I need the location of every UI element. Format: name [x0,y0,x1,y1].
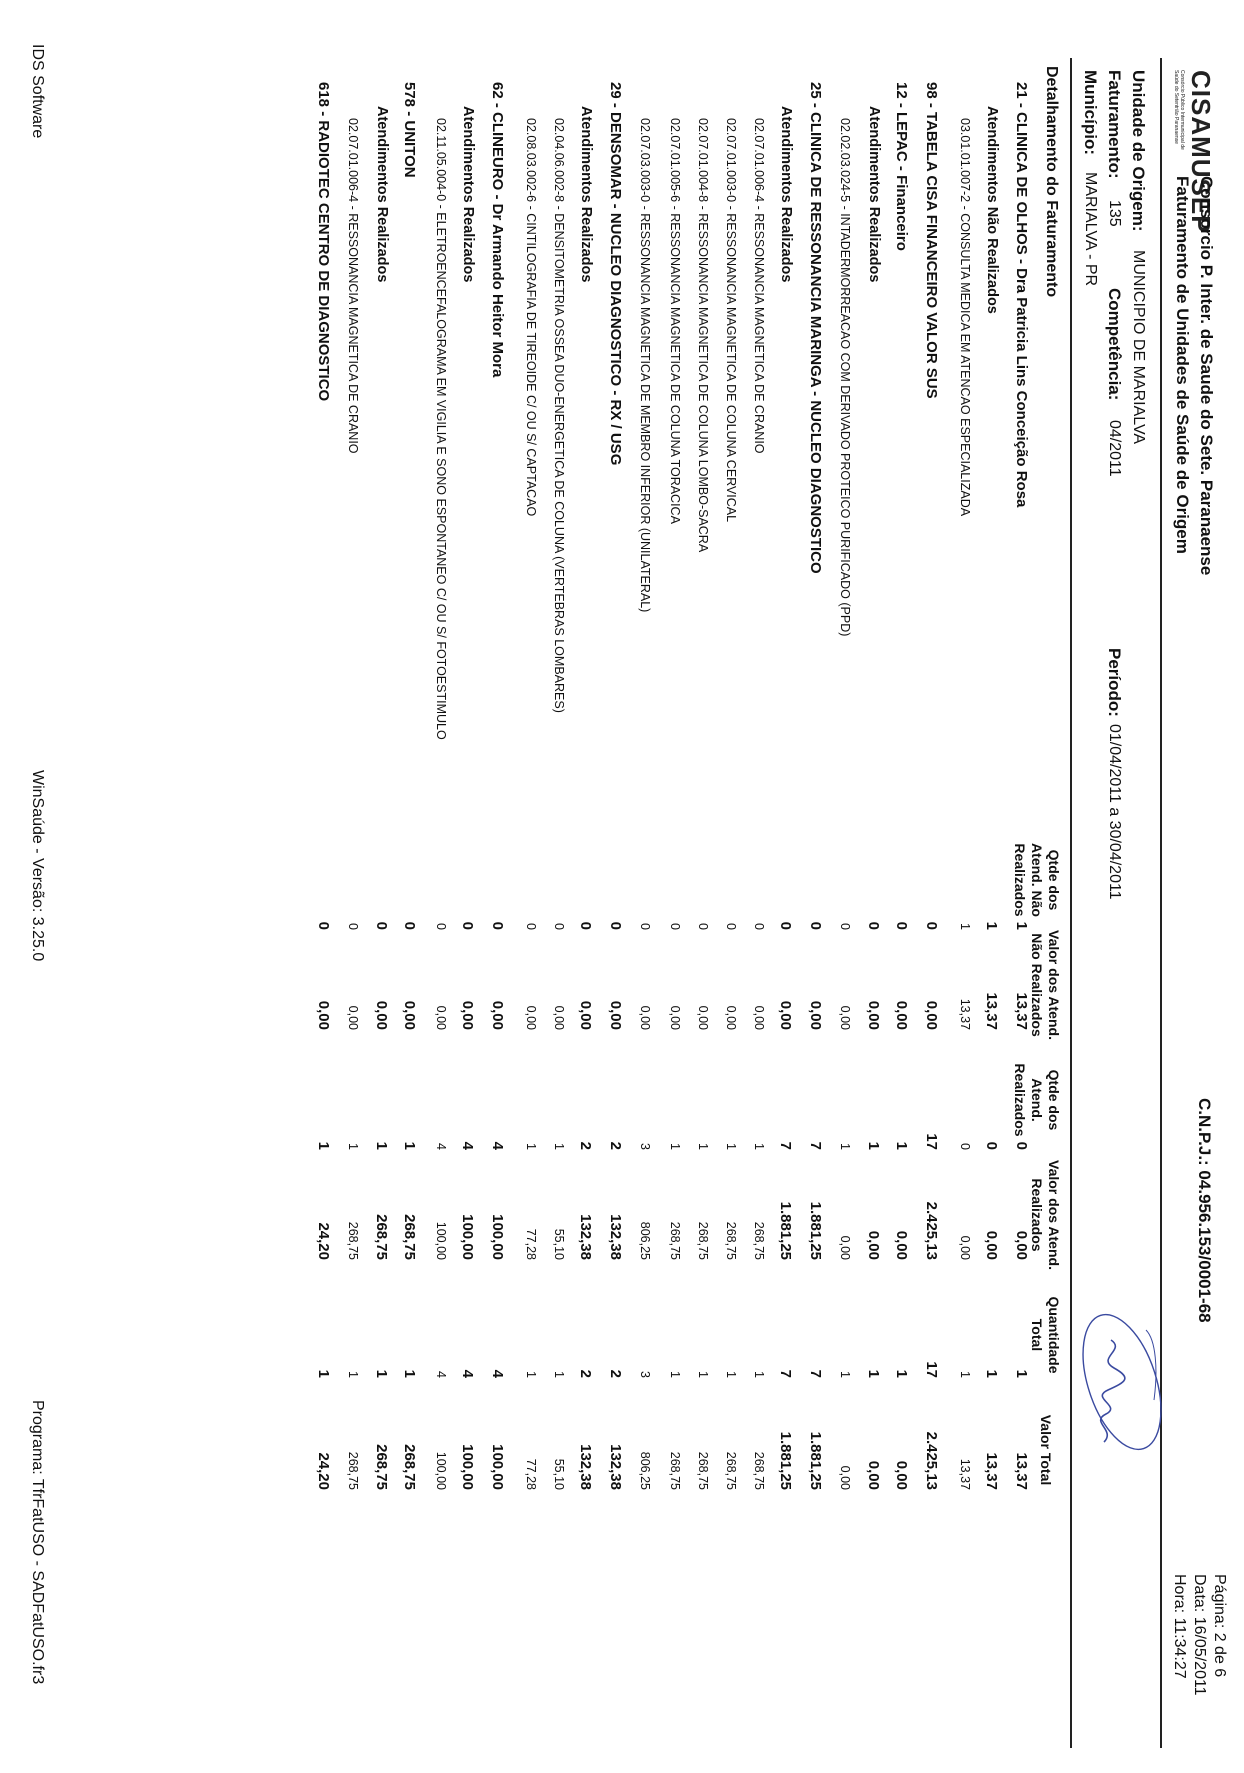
cell-valor-total: 132,38 [607,1444,624,1490]
cell-valor-realizados: 0,00 [1013,1230,1030,1260]
col-valor-realizados: Valor dos Atend. Realizados [1029,1160,1062,1270]
procedure-row [426,0,448,1773]
cnpj: C.N.P.J.: 04.956.153/0001-68 [1195,1098,1214,1323]
cell-valor-total: 1.881,25 [777,1431,794,1490]
cell-valor-total: 0,00 [893,1460,910,1490]
cell-quantidade-total: 1 [983,1369,1000,1378]
cell-quantidade-total: 1 [401,1369,418,1378]
cell-valor-nao-realizados: 0,00 [373,1000,390,1030]
logo-text: CISAMUSEP [1186,70,1216,234]
cell-qtde-nao-realizados: 0 [346,923,360,930]
cell-valor-total: 268,75 [346,1451,360,1490]
cell-quantidade-total: 4 [459,1369,476,1378]
cell-valor-realizados: 100,00 [434,1221,448,1260]
group-row [454,0,476,1773]
clinic-row [918,0,940,1773]
group-row [572,0,594,1773]
procedure-row [830,0,852,1773]
cell-qtde-nao-realizados: 0 [638,923,652,930]
cell-valor-total: 268,75 [752,1451,766,1490]
cell-qtde-realizados: 1 [724,1143,738,1150]
cell-qtde-realizados: 1 [838,1143,852,1150]
clinic-row [484,0,506,1773]
row-label: 25 - CLINICA DE RESSONANCIA MARINGA - NUCLEO DIAGNOSTICO [807,82,824,574]
cell-qtde-realizados: 7 [777,1141,794,1150]
cell-valor-total: 268,75 [696,1451,710,1490]
row-label: Atendimentos Realizados [460,106,476,283]
cell-valor-nao-realizados: 0,00 [668,1005,682,1030]
report-time: Hora: 11:34:27 [1171,1574,1188,1679]
cell-valor-total: 268,75 [401,1444,418,1490]
cell-qtde-nao-realizados: 0 [577,921,594,930]
group-row [368,0,390,1773]
cell-qtde-realizados: 4 [459,1141,476,1150]
cell-valor-nao-realizados: 0,00 [696,1005,710,1030]
competencia-value: 04/2011 [1106,420,1123,477]
footer-software: IDS Software [29,44,46,139]
cell-valor-total: 13,37 [958,1458,972,1490]
info-rule [1070,58,1072,1748]
cell-qtde-nao-realizados: 0 [752,923,766,930]
cell-valor-realizados: 268,75 [401,1214,418,1260]
cell-qtde-realizados: 1 [401,1141,418,1150]
group-row [772,0,794,1773]
cell-valor-nao-realizados: 0,00 [459,1000,476,1030]
row-label: 02.07.01.005-6 - RESSONANCIA MAGNETICA DE COLUNA TORACICA [668,118,682,524]
report-date: Data: 16/05/2011 [1191,1574,1208,1696]
cell-qtde-realizados: 3 [638,1143,652,1150]
cell-quantidade-total: 1 [893,1369,910,1378]
row-label: 02.08.03.002-6 - CINTILOGRAFIA DE TIREOIDE C/ OU S/ CAPTACAO [524,118,538,517]
cell-qtde-nao-realizados: 0 [807,921,824,930]
cell-valor-nao-realizados: 0,00 [923,1000,940,1030]
cell-quantidade-total: 1 [373,1369,390,1378]
cell-valor-realizados: 77,28 [524,1228,538,1260]
cell-valor-total: 268,75 [668,1451,682,1490]
row-label: 618 - RADIOTEC CENTRO DE DIAGNOSTICO [315,82,332,402]
cell-qtde-realizados: 0 [958,1143,972,1150]
cell-valor-realizados: 268,75 [752,1221,766,1260]
cell-quantidade-total: 2 [577,1369,594,1378]
cell-valor-realizados: 268,75 [668,1221,682,1260]
header-rule [1160,58,1162,1748]
footer-version: WinSaúde - Versão: 3.25.0 [29,770,46,962]
cell-qtde-realizados: 1 [373,1141,390,1150]
cell-valor-nao-realizados: 0,00 [524,1005,538,1030]
cell-quantidade-total: 1 [696,1371,710,1378]
row-label: Atendimentos Realizados [778,106,794,283]
cell-valor-nao-realizados: 0,00 [315,1000,332,1030]
cell-qtde-nao-realizados: 0 [459,921,476,930]
clinic-row [396,0,418,1773]
clinic-row [802,0,824,1773]
cell-quantidade-total: 1 [865,1369,882,1378]
row-label: 02.07.01.004-8 - RESSONANCIA MAGNETICA DE COLUNA LOMBO-SACRA [696,118,710,553]
cell-qtde-realizados: 1 [696,1143,710,1150]
procedure-row [950,0,972,1773]
footer-program: Programa: TfrFatUSO - SADFatUSO.fr3 [29,1400,46,1685]
clinic-row [310,0,332,1773]
row-label: 12 - LEPAC - Financeiro [893,82,910,251]
cell-valor-total: 132,38 [577,1444,594,1490]
cell-qtde-nao-realizados: 1 [958,923,972,930]
row-label: Atendimentos Não Realizados [984,106,1000,314]
cell-valor-nao-realizados: 13,37 [958,998,972,1030]
row-label: 02.07.01.006-4 - RESSONANCIA MAGNETICA DE CRANIO [346,118,360,454]
cell-quantidade-total: 4 [434,1371,448,1378]
cell-valor-realizados: 1.881,25 [807,1201,824,1260]
cell-quantidade-total: 17 [923,1361,940,1378]
cell-valor-nao-realizados: 0,00 [724,1005,738,1030]
page-number: Página: 2 de 6 [1211,1574,1228,1678]
cell-valor-total: 268,75 [373,1444,390,1490]
faturamento-value: 135 [1106,200,1123,227]
cell-valor-total: 806,25 [638,1451,652,1490]
cell-quantidade-total: 1 [724,1371,738,1378]
cell-valor-total: 100,00 [459,1444,476,1490]
cell-qtde-realizados: 0 [1013,1141,1030,1150]
col-qtde-realizados: Qtde dos Atend. Realizados [1012,1063,1062,1137]
cell-qtde-nao-realizados: 0 [838,923,852,930]
cell-quantidade-total: 1 [1013,1369,1030,1378]
cell-valor-nao-realizados: 0,00 [777,1000,794,1030]
cell-valor-nao-realizados: 0,00 [434,1005,448,1030]
cell-valor-total: 100,00 [434,1451,448,1490]
cell-valor-total: 100,00 [489,1444,506,1490]
cell-quantidade-total: 7 [807,1369,824,1378]
cell-qtde-realizados: 1 [752,1143,766,1150]
cell-qtde-nao-realizados: 0 [315,921,332,930]
cell-valor-total: 0,00 [838,1465,852,1490]
cell-valor-realizados: 268,75 [346,1221,360,1260]
cell-valor-realizados: 24,20 [315,1222,332,1260]
cell-valor-realizados: 100,00 [459,1214,476,1260]
cell-valor-total: 1.881,25 [807,1431,824,1490]
cell-qtde-realizados: 1 [524,1143,538,1150]
row-label: 02.02.03.024-5 - INTADERMORREACAO COM DERIVADO PROTEICO PURIFICADO (PPD) [838,118,852,637]
cell-quantidade-total: 1 [315,1369,332,1378]
cell-valor-total: 77,28 [524,1458,538,1490]
cell-qtde-realizados: 1 [552,1143,566,1150]
cell-valor-nao-realizados: 0,00 [865,1000,882,1030]
cell-qtde-nao-realizados: 0 [865,921,882,930]
cell-valor-nao-realizados: 0,00 [552,1005,566,1030]
row-label: 578 - UNITON [401,82,418,178]
row-label: 03.01.01.007-2 - CONSULTA MEDICA EM ATENCAO ESPECIALIZADA [958,118,972,517]
cell-qtde-realizados: 1 [668,1143,682,1150]
cell-valor-nao-realizados: 0,00 [807,1000,824,1030]
cell-quantidade-total: 4 [489,1369,506,1378]
periodo-label: Período: [1105,648,1124,717]
cell-valor-realizados: 132,38 [577,1214,594,1260]
unidade-value: MUNICIPIO DE MARIALVA [1130,250,1147,445]
faturamento-label: Faturamento: [1105,70,1124,179]
cell-qtde-nao-realizados: 0 [552,923,566,930]
cell-valor-realizados: 2.425,13 [923,1201,940,1260]
cell-valor-realizados: 132,38 [607,1214,624,1260]
procedure-row [716,0,738,1773]
cell-qtde-nao-realizados: 0 [607,921,624,930]
row-label: 98 - TABELA CISA FINANCEIRO VALOR SUS [923,82,940,399]
row-label: Atendimentos Realizados [578,106,594,283]
cell-valor-realizados: 0,00 [958,1235,972,1260]
unidade-label: Unidade de Origem: [1129,70,1148,232]
cell-quantidade-total: 1 [524,1371,538,1378]
report-title: Faturamento de Unidades de Saúde de Origem [1173,176,1192,554]
cell-qtde-realizados: 1 [893,1141,910,1150]
cell-quantidade-total: 1 [552,1371,566,1378]
section-title: Detalhamento do Faturamento [1043,66,1060,298]
org-name: Consorcio P. Inter. de Saude do Sete. Paranaense [1197,176,1216,576]
municipio-value: MARIALVA - PR [1082,172,1099,287]
cell-qtde-realizados: 4 [434,1143,448,1150]
cell-valor-realizados: 100,00 [489,1214,506,1260]
cell-qtde-nao-realizados: 0 [434,923,448,930]
cell-valor-nao-realizados: 13,37 [1013,992,1030,1030]
cell-valor-total: 2.425,13 [923,1431,940,1490]
procedure-row [516,0,538,1773]
col-quantidade-total: Quantidade Total [1029,1296,1062,1374]
handwritten-signature [1076,1310,1166,1460]
cell-qtde-nao-realizados: 0 [524,923,538,930]
cell-qtde-realizados: 4 [489,1141,506,1150]
cell-qtde-nao-realizados: 1 [1013,921,1030,930]
row-label: 02.07.01.003-0 - RESSONANCIA MAGNETICA DE COLUNA CERVICAL [724,118,738,523]
procedure-row [338,0,360,1773]
cell-valor-realizados: 0,00 [983,1230,1000,1260]
cell-valor-total: 55,10 [552,1458,566,1490]
cell-qtde-realizados: 7 [807,1141,824,1150]
cell-qtde-nao-realizados: 0 [489,921,506,930]
row-label: 02.07.01.006-4 - RESSONANCIA MAGNETICA DE CRANIO [752,118,766,454]
municipio-label: Município: [1081,70,1100,155]
row-label: 62 - CLINEURO - Dr Armando Heitor Mora [489,82,506,378]
row-label: 21 - CLINICA DE OLHOS - Dra Patricia Lins Conceição Rosa [1013,82,1030,508]
col-qtde-nao-realizados: Qtde dos Atend. Não Realizados [1012,843,1062,917]
competencia-label: Competência: [1105,288,1124,401]
clinic-row [1008,0,1030,1773]
cell-valor-realizados: 55,10 [552,1228,566,1260]
cell-qtde-realizados: 2 [577,1141,594,1150]
cell-valor-realizados: 1.881,25 [777,1201,794,1260]
cell-qtde-realizados: 17 [923,1133,940,1150]
cell-valor-nao-realizados: 0,00 [752,1005,766,1030]
cell-valor-total: 24,20 [315,1452,332,1490]
cell-qtde-realizados: 0 [983,1141,1000,1150]
cell-valor-realizados: 806,25 [638,1221,652,1260]
row-label: Atendimentos Realizados [374,106,390,283]
procedure-row [544,0,566,1773]
cell-valor-realizados: 268,75 [696,1221,710,1260]
cell-quantidade-total: 1 [752,1371,766,1378]
col-valor-nao-realizados: Valor dos Atend. Não Realizados [1029,930,1062,1040]
cell-quantidade-total: 1 [346,1371,360,1378]
cell-valor-nao-realizados: 0,00 [838,1005,852,1030]
cell-qtde-realizados: 2 [607,1141,624,1150]
periodo-value: 01/04/2011 a 30/04/2011 [1106,724,1123,900]
cell-qtde-nao-realizados: 0 [893,921,910,930]
cell-valor-total: 0,00 [865,1460,882,1490]
cell-valor-realizados: 0,00 [838,1235,852,1260]
procedure-row [688,0,710,1773]
cell-valor-nao-realizados: 0,00 [638,1005,652,1030]
col-valor-total: Valor Total [1038,1414,1054,1486]
cell-quantidade-total: 1 [668,1371,682,1378]
cell-quantidade-total: 3 [638,1371,652,1378]
cell-valor-total: 13,37 [1013,1452,1030,1490]
row-label: 29 - DENSOMAR - NUCLEO DIAGNOSTICO - RX / USG [607,82,624,466]
cell-quantidade-total: 7 [777,1369,794,1378]
row-label: 02.07.03.003-0 - RESSONANCIA MAGNETICA DE MEMBRO INFERIOR (UNILATERAL) [638,118,652,613]
cell-qtde-nao-realizados: 0 [923,921,940,930]
procedure-row [660,0,682,1773]
cell-valor-total: 13,37 [983,1452,1000,1490]
cell-valor-nao-realizados: 13,37 [983,992,1000,1030]
cell-qtde-realizados: 1 [315,1141,332,1150]
group-row [978,0,1000,1773]
cell-valor-nao-realizados: 0,00 [577,1000,594,1030]
cell-qtde-nao-realizados: 0 [401,921,418,930]
procedure-row [630,0,652,1773]
clinic-row [888,0,910,1773]
cell-quantidade-total: 1 [958,1371,972,1378]
cell-valor-realizados: 0,00 [865,1230,882,1260]
cell-qtde-realizados: 1 [865,1141,882,1150]
cell-valor-realizados: 268,75 [373,1214,390,1260]
cell-qtde-nao-realizados: 1 [983,921,1000,930]
cell-qtde-nao-realizados: 0 [696,923,710,930]
cell-qtde-nao-realizados: 0 [724,923,738,930]
cisamusep-logo [1173,70,1216,234]
cell-valor-realizados: 268,75 [724,1221,738,1260]
cell-valor-nao-realizados: 0,00 [489,1000,506,1030]
cell-valor-realizados: 0,00 [893,1230,910,1260]
row-label: Atendimentos Realizados [866,106,882,283]
cell-valor-nao-realizados: 0,00 [401,1000,418,1030]
cell-qtde-nao-realizados: 0 [668,923,682,930]
clinic-row [602,0,624,1773]
cell-valor-nao-realizados: 0,00 [893,1000,910,1030]
cell-valor-nao-realizados: 0,00 [607,1000,624,1030]
cell-quantidade-total: 1 [838,1371,852,1378]
row-label: 02.11.05.004-0 - ELETROENCEFALOGRAMA EM VIGILIA E SONO ESPONTANEO C/ OU S/ FOTOESTIMULO [434,118,448,740]
procedure-row [744,0,766,1773]
cell-valor-nao-realizados: 0,00 [346,1005,360,1030]
cell-qtde-realizados: 1 [346,1143,360,1150]
cell-qtde-nao-realizados: 0 [373,921,390,930]
cell-valor-total: 268,75 [724,1451,738,1490]
cell-qtde-nao-realizados: 0 [777,921,794,930]
group-row [860,0,882,1773]
row-label: 02.04.06.002-8 - DENSITOMETRIA OSSEA DUO-ENERGETICA DE COLUNA (VERTEBRAS LOMBARES) [552,118,566,713]
logo-subtext: Consórcio Público Intermunicipal de Saúde do Setentrião Paranaense [1173,70,1185,150]
cell-quantidade-total: 2 [607,1369,624,1378]
